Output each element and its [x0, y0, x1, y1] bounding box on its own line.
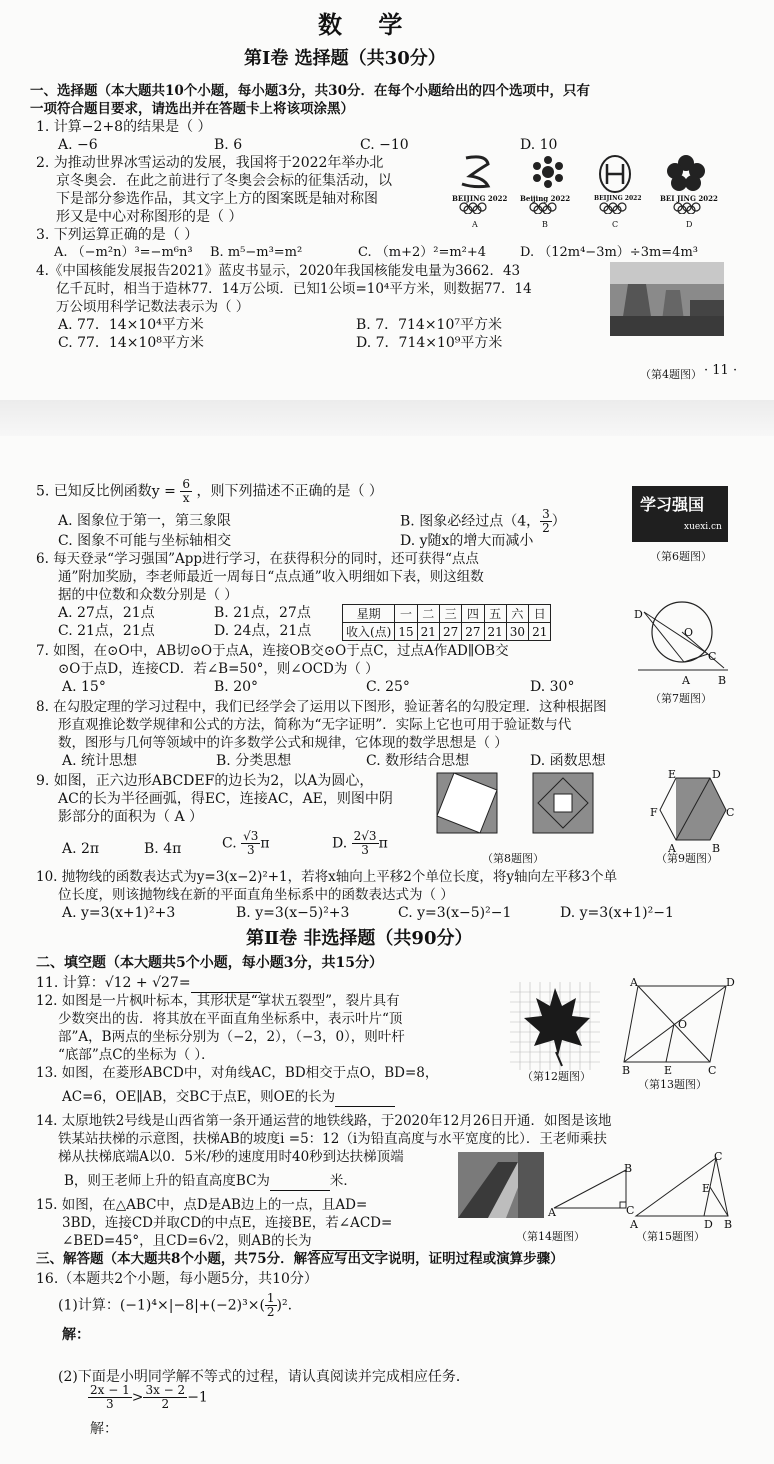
q5-option-b-suffix: ）	[551, 513, 566, 530]
exam-page-1	[0, 0, 774, 400]
table-cell: 二	[417, 605, 439, 623]
q16-part-2-answer-area[interactable]	[120, 1414, 700, 1454]
q2-logo-a-label[interactable]: A	[472, 220, 478, 229]
q7-label-a: A	[682, 674, 690, 687]
q12-line-3: 部”A，B两点的坐标分别为（−2，2），（−3，0），则叶杆	[58, 1029, 405, 1045]
table-cell: 日	[529, 605, 551, 623]
q5-stem-suffix: ，则下列描述不正确的是（ ）	[196, 483, 383, 500]
q2-logo-b-label[interactable]: B	[542, 220, 548, 229]
q16-part-1	[58, 1292, 292, 1319]
page-number: · 11 ·	[704, 363, 738, 378]
q7-label-d: D	[634, 608, 643, 621]
q4-option-c[interactable]: C. 77．14×10⁸平方米	[58, 335, 204, 351]
q5-option-c[interactable]: C. 图象不可能与坐标轴相交	[58, 533, 232, 549]
q15-line-3	[62, 1232, 382, 1251]
q13-label-c: C	[708, 1064, 717, 1077]
q15-label-a: A	[630, 1218, 638, 1231]
q9-label-a: A	[668, 842, 676, 855]
q16-answer-label-1: 解：	[62, 1327, 90, 1343]
q14-label-b: B	[624, 1162, 633, 1175]
q9-option-c-den: 3	[246, 843, 255, 857]
q3-option-c[interactable]: C. （m+2）²=m²+4	[358, 245, 487, 260]
q9-label-c: C	[726, 806, 735, 819]
q15-line-1: 15. 如图，在△ABC中，点D是AB边上的一点，且AD=	[36, 1197, 368, 1213]
q9-option-d-suffix: π	[378, 835, 388, 852]
q4-option-d[interactable]: D. 7．714×10⁹平方米	[356, 335, 503, 351]
q2-line-3: 下是部分参选作品，其文字上方的图案既是轴对称图	[56, 191, 378, 207]
q7-caption: （第7题图）	[650, 692, 712, 705]
table-cell: 21	[417, 623, 439, 641]
olympic-rings-icon	[458, 202, 498, 214]
q6-option-c[interactable]: C. 21点，21点	[58, 623, 155, 639]
q16-heading: 16.（本题共2个小题，每小题5分，共10分）	[36, 1271, 318, 1287]
q2-line-4: 形又是中心对称图形的是（ ）	[56, 209, 243, 225]
q9-option-a[interactable]: A. 2π	[62, 841, 100, 857]
q6-caption: （第6题图）	[650, 550, 712, 563]
q1-option-b[interactable]: B. 6	[214, 137, 243, 153]
q9-option-b[interactable]: B. 4π	[144, 841, 182, 857]
section-3-heading: 三、解答题（本大题共8个小题，共75分．解答应写出文字说明，证明过程或演算步骤）	[36, 1251, 564, 1267]
q2-line-2: 京冬奥会．在此之前进行了冬奥会会标的征集活动，以	[56, 173, 392, 189]
q5-fraction	[180, 478, 192, 505]
q5-option-b-prefix: B. 图象必经过点（4，	[400, 513, 541, 530]
q16-ineq-gt: >	[131, 1389, 144, 1406]
q8-figure-2	[532, 772, 594, 834]
q7-option-b[interactable]: B. 20°	[214, 679, 259, 695]
q2-logo-d-label[interactable]: D	[686, 220, 693, 229]
q14-line-2: 铁某站扶梯的示意图，扶梯AB的坡度i =5：12（i为铅直高度与水平宽度的比）．王老师乘扶	[58, 1131, 607, 1147]
q14-label-c: C	[626, 1204, 635, 1217]
q2-logo-a	[448, 150, 510, 228]
table-cell: 21	[529, 623, 551, 641]
q5-option-d[interactable]: D. y随x的增大而减小	[400, 533, 534, 549]
table-cell: 星期	[343, 605, 395, 623]
q9-option-c-frac	[241, 830, 260, 857]
q2-logo-a-text: BEIJING 2022	[452, 194, 508, 203]
q4-line-2: 亿千瓦时，相当于造林77．14万公顷．已知1公顷=10⁴平方米，则数据77．14	[56, 281, 532, 297]
q2-logo-c-text: BEIJING 2022	[594, 195, 642, 202]
section-1-instruction-2: 一项符合题目要求，请选出并在答题卡上将该项涂黑）	[30, 101, 354, 117]
q9-option-d-den: 3	[361, 843, 369, 857]
q13-label-d: D	[726, 976, 735, 989]
q14-label-a: A	[548, 1206, 556, 1219]
q5-stem	[36, 478, 383, 505]
q8-option-c[interactable]: C. 数形结合思想	[366, 753, 470, 769]
q8-line-1: 8. 在勾股定理的学习过程中，我们已经学会了运用以下图形，验证著名的勾股定理．这种根据图	[36, 699, 607, 715]
section-2-heading: 二、填空题（本大题共5个小题，每小题3分，共15分）	[36, 955, 383, 971]
q11-text: 11. 计算：√12 + √27=	[36, 975, 191, 991]
table-cell: 六	[506, 605, 528, 623]
q8-option-b[interactable]: B. 分类思想	[216, 753, 292, 769]
q2-logo-d-text: BEI JING 2022	[660, 194, 718, 203]
q4-nuclear-plant-photo	[610, 262, 724, 336]
olympic-rings-icon	[672, 202, 712, 214]
q14-line-4	[64, 1172, 357, 1191]
q16-ineq-right-num: 3x − 2	[145, 1383, 186, 1397]
q14-escalator-photo	[458, 1152, 544, 1218]
q10-line-1: 10. 抛物线的函数表达式为y=3(x−2)²+1，若将x轴向上平移2个单位长度，将y轴向左平移3个单	[36, 869, 618, 885]
q4-option-a[interactable]: A. 77．14×10⁴平方米	[58, 317, 204, 333]
table-cell: 三	[439, 605, 461, 623]
q12-caption: （第12题图）	[522, 1070, 591, 1083]
q16-ineq-left-den: 3	[106, 1397, 114, 1411]
q10-option-d[interactable]: D. y=3(x+1)²−1	[560, 905, 674, 921]
q5-option-b[interactable]	[400, 508, 566, 535]
table-cell: 27	[439, 623, 461, 641]
q16-part-1-den: 2	[266, 1305, 275, 1319]
q1-option-d[interactable]: D. 10	[520, 137, 558, 153]
q2-logo-b-text: Beijing 2022	[520, 194, 571, 203]
table-cell: 30	[506, 623, 528, 641]
q3-option-b[interactable]: B. m⁵−m³=m²	[210, 245, 303, 260]
section-1-instruction: 一、选择题（本大题共10个小题，每小题3分，共30分．在每个小题给出的四个选项中，只有	[30, 83, 590, 99]
q6-line-2: 通”附加奖励，李老师最近一周每日“点点通”收入明细如下表，则这组数	[58, 569, 484, 585]
q4-caption: （第4题图）	[640, 368, 702, 381]
q3-option-a[interactable]: A. （−m²n）³=−m⁶n³	[54, 245, 193, 260]
q9-line-1: 9. 如图，正六边形ABCDEF的边长为2，以A为圆心，	[36, 773, 374, 789]
q7-line-1: 7. 如图，在⊙O中，AB切⊙O于点A，连接OB交⊙O于点C，过点A作AD∥OB交	[36, 643, 509, 659]
q10-option-a[interactable]: A. y=3(x+1)²+3	[62, 905, 176, 921]
q7-option-c[interactable]: C. 25°	[366, 679, 410, 695]
q15-label-e: E	[702, 1182, 711, 1195]
q13-line-1: 13. 如图，在菱形ABCD中，对角线AC，BD相交于点O，BD=8，	[36, 1065, 439, 1081]
q9-option-d[interactable]	[332, 830, 388, 857]
q3-option-d[interactable]: D. （12m⁴−3m）÷3m=4m³	[520, 245, 698, 260]
q13-line-2-text: AC=6，OE∥AB，交BC于点E，则OE的长为	[62, 1089, 336, 1105]
q6-income-table	[342, 604, 551, 641]
q15-label-d: D	[704, 1218, 713, 1231]
q16-part-1-answer-area[interactable]	[96, 1316, 696, 1366]
part-2-heading: 第Ⅱ卷 非选择题（共90分）	[246, 928, 473, 949]
q1-option-a[interactable]: A. −6	[58, 137, 98, 153]
q9-label-e: E	[668, 768, 677, 781]
q4-line-3: 万公顷用科学记数法表示为（ ）	[56, 299, 250, 315]
q8-caption: （第8题图）	[482, 852, 544, 865]
q5-option-a[interactable]: A. 图象位于第一，第三象限	[58, 513, 232, 529]
q14-caption: （第14题图）	[516, 1230, 585, 1243]
q15-line-3-text: ∠BED=45°，且CD=6√2，则AB的长为	[62, 1233, 312, 1249]
q9-option-d-num: 2√3	[353, 829, 377, 843]
q11-answer-blank[interactable]	[191, 974, 261, 993]
table-cell: 15	[395, 623, 417, 641]
page-title: 数 学	[318, 10, 417, 39]
table-cell: 一	[395, 605, 417, 623]
xuexi-qiangguo-logo	[632, 486, 728, 542]
q4-line-1: 4.《中国核能发展报告2021》蓝皮书显示，2020年我国核能发电量为3662．43	[36, 263, 521, 279]
q6-option-b[interactable]: B. 21点，27点	[214, 605, 311, 621]
q13-label-a: A	[630, 976, 638, 989]
q7-circle-figure	[630, 598, 730, 678]
q9-option-c-num: √3	[243, 829, 259, 843]
table-cell: 21	[484, 623, 506, 641]
q16-ineq-right-den: 2	[161, 1397, 170, 1411]
q5-option-b-den: 2	[542, 521, 550, 535]
q3-stem: 3. 下列运算正确的是（ ）	[36, 227, 199, 243]
q5-frac-num: 6	[182, 477, 190, 491]
q10-line-2: 位长度，则该抛物线在新的平面直角坐标系中的函数表达式为（ ）	[58, 887, 454, 903]
q16-inequality	[88, 1384, 208, 1411]
q10-option-c[interactable]: C. y=3(x−5)²−1	[398, 905, 512, 921]
q16-part-1-prefix: (1)计算：(−1)⁴×|−8|+(−2)³×(	[58, 1297, 265, 1314]
part-1-heading: 第Ⅰ卷 选择题（共30分）	[244, 48, 446, 69]
q7-option-a[interactable]: A. 15°	[62, 679, 106, 695]
q16-ineq-left	[88, 1384, 132, 1411]
exam-page-2	[0, 436, 774, 1464]
q12-maple-leaf-figure	[510, 982, 600, 1070]
q9-option-d-prefix: D.	[332, 835, 348, 852]
page-gap	[0, 400, 774, 436]
table-cell: 27	[462, 623, 484, 641]
q2-logo-c-label[interactable]: C	[612, 220, 619, 229]
q8-option-d[interactable]: D. 函数思想	[530, 753, 606, 769]
q9-label-d: D	[712, 768, 721, 781]
q12-line-4: “底部”点C的坐标为（ ）．	[58, 1047, 215, 1063]
q16-part-1-num: 1	[266, 1291, 275, 1305]
q13-caption: （第13题图）	[638, 1078, 707, 1091]
q14-line-3: 梯从扶梯底端A以0．5米/秒的速度用时40秒到达扶梯顶端	[58, 1149, 404, 1165]
q9-option-d-frac	[352, 830, 379, 857]
q14-line-4-text: B，则王老师上升的铅直高度BC为	[64, 1173, 270, 1189]
q7-line-2: ⊙O于点D，连接CD．若∠B=50°，则∠OCD为（ ）	[58, 661, 379, 677]
q9-label-b: B	[712, 842, 721, 855]
q1-stem: 1. 计算−2+8的结果是（ ）	[36, 119, 212, 135]
q7-label-o: O	[684, 626, 694, 639]
q6-option-d[interactable]: D. 24点，21点	[214, 623, 312, 639]
q5-option-b-frac	[540, 508, 552, 535]
q9-line-2: AC的长为半径画弧，得EC，连接AC，AE，则图中阴	[58, 791, 393, 807]
q16-part-1-suffix: )².	[276, 1297, 293, 1314]
q12-line-1: 12. 如图是一片枫叶标本，其形状是“掌状五裂型”，裂片具有	[36, 993, 400, 1009]
q14-answer-blank[interactable]	[270, 1172, 330, 1191]
q4-option-b[interactable]: B. 7．714×10⁷平方米	[356, 317, 502, 333]
olympic-rings-icon	[598, 202, 638, 214]
q8-line-3: 数，图形与几何等领域中的许多数学公式和规律，它体现的数学思想是（ ）	[58, 735, 508, 751]
q9-option-c[interactable]	[222, 830, 270, 857]
q7-option-d[interactable]: D. 30°	[530, 679, 575, 695]
q9-option-c-prefix: C.	[222, 835, 237, 852]
q14-triangle-figure	[548, 1162, 636, 1214]
olympic-rings-icon	[528, 202, 568, 214]
q15-label-c: C	[714, 1150, 723, 1163]
q2-line-1: 2. 为推动世界冰雪运动的发展，我国将于2022年举办北	[36, 155, 384, 171]
table-row	[343, 605, 551, 623]
table-cell: 四	[462, 605, 484, 623]
q5-option-b-num: 3	[542, 507, 550, 521]
q6-line-3: 据的中位数和众数分别是（ ）	[58, 587, 238, 603]
q13-label-e: E	[664, 1064, 673, 1077]
q5-stem-prefix: 5. 已知反比例函数y =	[36, 483, 176, 500]
q8-line-2: 形直观推论数学规律和公式的方法，简称为“无字证明”．实际上它也可用于验证数与代	[58, 717, 572, 733]
q13-label-b: B	[622, 1064, 631, 1077]
q15-line-2: 3BD，连接CD并取CD的中点E，连接BE，若∠ACD=	[62, 1215, 393, 1231]
q9-line-3: 影部分的面积为（ A ）	[58, 809, 204, 825]
q6-option-a[interactable]: A. 27点，21点	[58, 605, 155, 621]
table-cell: 收入(点)	[343, 623, 395, 641]
q16-ineq-tail: −1	[187, 1389, 208, 1406]
q6-line-1: 6. 每天登录“学习强国”App进行学习，在获得积分的同时，还可获得“点点	[36, 551, 479, 567]
q15-label-b: B	[724, 1218, 733, 1231]
q10-option-b[interactable]: B. y=3(x−5)²+3	[236, 905, 350, 921]
table-cell: 五	[484, 605, 506, 623]
q14-unit: 米．	[329, 1173, 357, 1189]
q15-answer-blank[interactable]	[312, 1232, 382, 1251]
q7-label-c: C	[708, 650, 717, 663]
q13-rhombus-figure	[618, 982, 734, 1068]
q8-option-a[interactable]: A. 统计思想	[62, 753, 138, 769]
q9-label-f: F	[650, 806, 658, 819]
table-row	[343, 623, 551, 641]
q16-part-1-frac	[265, 1292, 277, 1319]
q7-label-b: B	[718, 674, 727, 687]
q15-caption: （第15题图）	[636, 1230, 705, 1243]
q14-line-1: 14. 太原地铁2号线是山西省第一条开通运营的地铁线路，于2020年12月26日开通．如图是该地	[36, 1113, 612, 1129]
q16-part-2: (2)下面是小明同学解不等式的过程，请认真阅读并完成相应任务．	[58, 1369, 470, 1385]
q8-figure-1	[436, 772, 498, 834]
q16-ineq-left-num: 2x − 1	[90, 1383, 130, 1397]
xuexi-logo-text: 学习强国	[640, 495, 705, 514]
q16-ineq-right	[143, 1384, 187, 1411]
q13-label-o: O	[678, 1018, 688, 1031]
q5-frac-den: x	[182, 491, 190, 505]
q16-answer-label-2: 解：	[90, 1421, 118, 1437]
q13-line-2	[62, 1088, 395, 1107]
xuexi-logo-subtext: xuexi.cn	[684, 522, 722, 532]
q9-caption: （第9题图）	[656, 852, 718, 865]
q1-option-c[interactable]: C. −10	[360, 137, 409, 153]
q9-option-c-suffix: π	[260, 835, 270, 852]
q13-answer-blank[interactable]	[335, 1088, 395, 1107]
q12-line-2: 少数突出的齿．将其放在平面直角坐标系中，表示叶片“顶	[58, 1011, 403, 1027]
q11	[36, 974, 261, 993]
